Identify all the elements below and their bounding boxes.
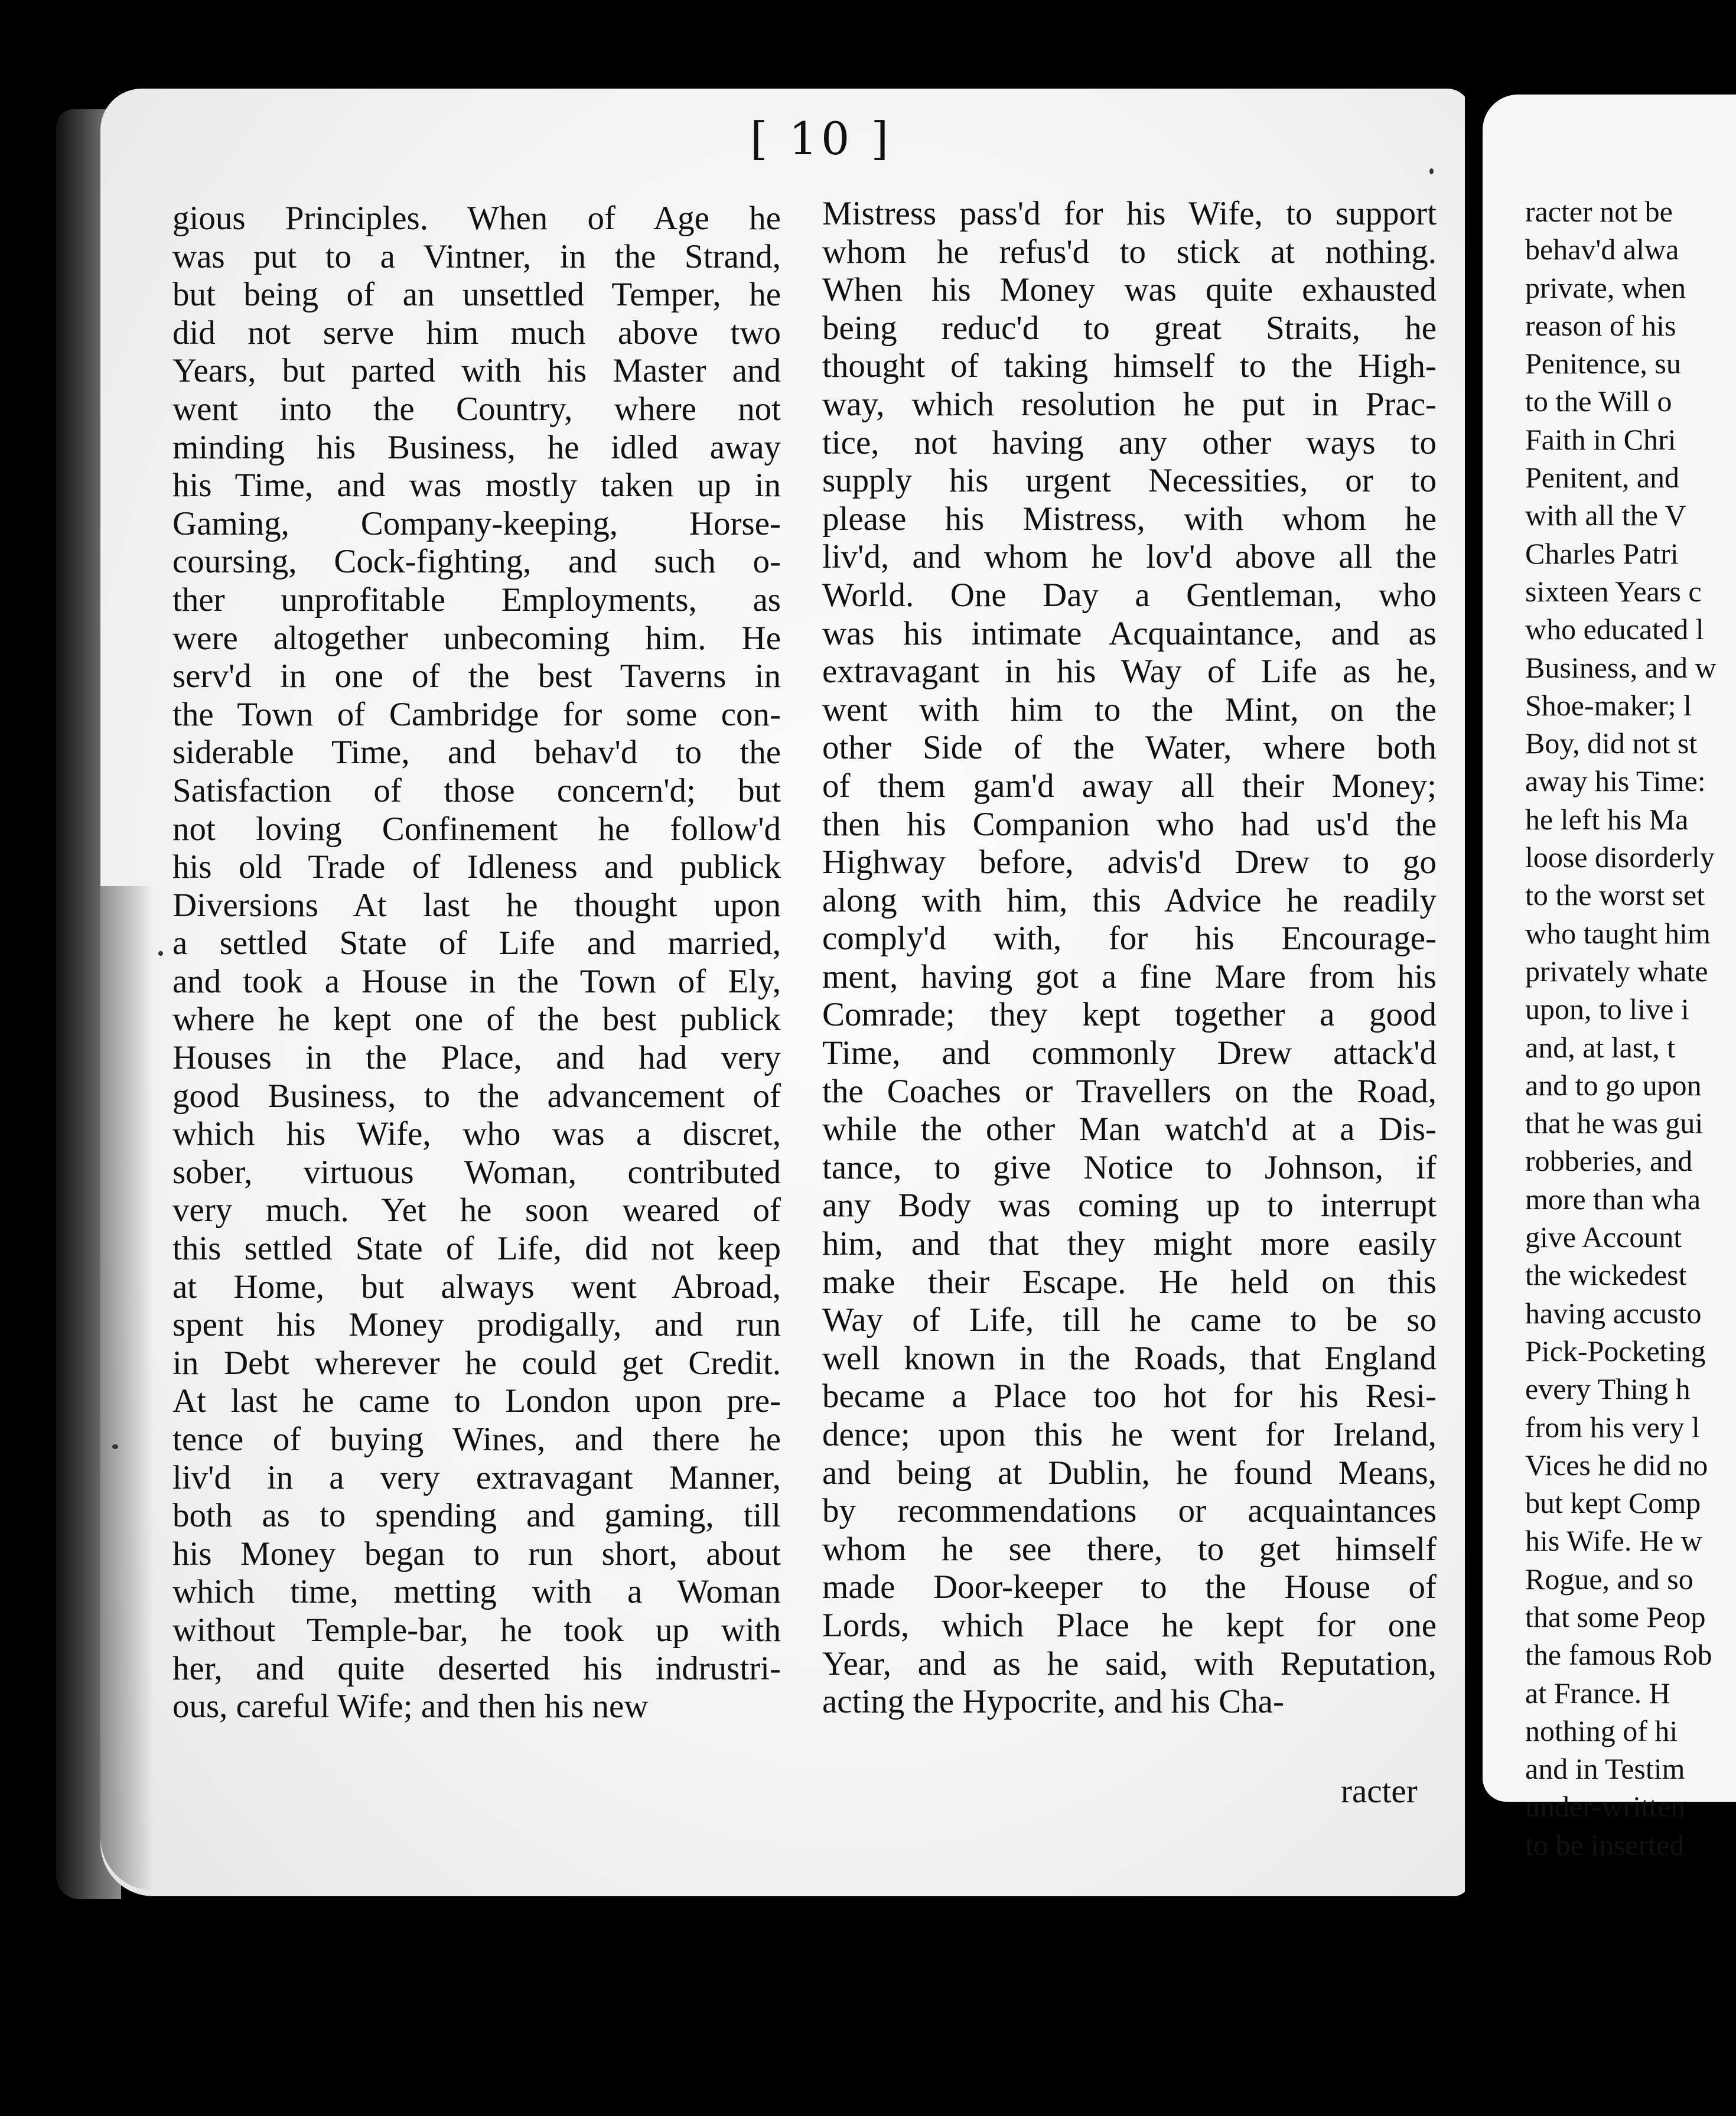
text-line: by recommendations or acquaintances	[822, 1492, 1437, 1530]
text-line: and to go upon	[1525, 1068, 1702, 1102]
text-line: at France. H	[1525, 1676, 1670, 1710]
text-line: to the Will o	[1525, 385, 1672, 418]
text-line: robberies, and	[1525, 1144, 1693, 1178]
text-line: more than wha	[1525, 1182, 1701, 1216]
text-line: Business, and w	[1525, 650, 1717, 684]
text-line: at Home, but always went Abroad,	[172, 1268, 781, 1306]
text-line: his old Trade of Idleness and publick	[172, 848, 781, 886]
text-line: Pick-Pocketing	[1525, 1334, 1706, 1368]
text-line: the famous Rob	[1525, 1638, 1712, 1672]
text-line: acting the Hypocrite, and his Cha-	[822, 1683, 1284, 1721]
text-line: in Debt wherever he could get Credit.	[172, 1344, 781, 1382]
text-line: way, which resolution he put in Prac-	[822, 385, 1437, 423]
text-line: both as to spending and gaming, till	[172, 1497, 781, 1535]
ink-speck	[112, 1444, 118, 1449]
text-line: reason of his	[1525, 308, 1676, 342]
text-line: At last he came to London upon pre-	[172, 1382, 781, 1420]
text-line: extravagant in his Way of Life as he,	[822, 653, 1437, 691]
text-line: Rogue, and so	[1525, 1562, 1693, 1596]
text-line: that he was gui	[1525, 1106, 1704, 1140]
text-line: being reduc'd to great Straits, he	[822, 309, 1437, 347]
text-line: his Money began to run short, about	[172, 1535, 781, 1573]
text-line: her, and quite deserted his indrustri-	[172, 1649, 781, 1687]
text-line: When his Money was quite exhausted	[822, 271, 1437, 309]
text-line: ous, careful Wife; and then his new	[172, 1688, 649, 1726]
text-line: while the other Man watch'd at a Dis-	[822, 1111, 1437, 1148]
text-line: went with him to the Mint, on the	[822, 691, 1437, 728]
text-line: were altogether unbecoming him. He	[172, 619, 781, 657]
text-line: Boy, did not st	[1525, 727, 1698, 760]
text-line: made Door-keeper to the House of	[822, 1568, 1437, 1606]
text-line: Gaming, Company-keeping, Horse-	[172, 504, 781, 542]
text-line: ment, having got a fine Mare from his	[822, 958, 1437, 995]
text-line: siderable Time, and behav'd to the	[172, 734, 781, 771]
text-line: please his Mistress, with whom he	[822, 500, 1437, 538]
ink-speck	[158, 951, 163, 956]
text-line: and, at last, t	[1525, 1030, 1676, 1064]
text-line: and in Testim	[1525, 1752, 1685, 1786]
text-line: World. One Day a Gentleman, who	[822, 576, 1437, 614]
page-curl-shadow	[100, 886, 154, 1890]
text-line: and took a House in the Town of Ely,	[172, 962, 781, 1000]
text-line: ther unprofitable Employments, as	[172, 581, 781, 618]
text-line: tice, not having any other ways to	[822, 424, 1437, 461]
text-line: Lords, which Place he kept for one	[822, 1606, 1437, 1644]
text-line: having accusto	[1525, 1296, 1702, 1330]
text-line: minding his Business, he idled away	[172, 428, 781, 466]
text-line: nothing of hi	[1525, 1714, 1678, 1747]
text-line: other Side of the Water, where both	[822, 729, 1437, 767]
text-line: was his intimate Acquaintance, and as	[822, 614, 1437, 652]
text-line: Way of Life, till he came to be so	[822, 1301, 1437, 1339]
text-line: very much. Yet he soon weared of	[172, 1192, 781, 1229]
text-line: coursing, Cock-fighting, and such o-	[172, 543, 781, 581]
text-line: his Time, and was mostly taken up in	[172, 467, 781, 504]
text-line: liv'd, and whom he lov'd above all the	[822, 538, 1437, 576]
text-line: supply his urgent Necessities, or to	[822, 462, 1437, 500]
text-line: a settled State of Life and married,	[172, 924, 781, 962]
text-line: which his Wife, who was a discret,	[172, 1115, 781, 1153]
text-line: Highway before, advis'd Drew to go	[822, 844, 1437, 881]
text-line: away his Time:	[1525, 764, 1706, 798]
text-line: Charles Patri	[1525, 536, 1679, 570]
text-line: gious Principles. When of Age he	[172, 200, 781, 237]
text-line: but being of an unsettled Temper, he	[172, 276, 781, 314]
text-line: where he kept one of the best publick	[172, 1001, 781, 1039]
text-line: Year, and as he said, with Reputation,	[822, 1645, 1437, 1682]
text-line: loose disorderly	[1525, 841, 1715, 874]
text-line: Diversions At last he thought upon	[172, 886, 781, 924]
text-line: comply'd with, for his Encourage-	[822, 920, 1437, 958]
text-line: of them gam'd away all their Money;	[822, 767, 1437, 805]
ink-speck	[1429, 168, 1434, 174]
text-line: tence of buying Wines, and there he	[172, 1421, 781, 1458]
text-line: spent his Money prodigally, and run	[172, 1306, 781, 1344]
text-line: that some Peop	[1525, 1600, 1706, 1633]
text-line: upon, to live i	[1525, 992, 1689, 1026]
text-line: privately whate	[1525, 954, 1708, 988]
text-line: but kept Comp	[1525, 1486, 1701, 1520]
text-line: became a Place too hot for his Resi-	[822, 1378, 1437, 1415]
text-line: did not serve him much above two	[172, 314, 781, 351]
text-line: who taught him	[1525, 916, 1711, 950]
text-line: under-written	[1525, 1790, 1686, 1824]
text-line: private, when	[1525, 271, 1686, 304]
text-line: the Town of Cambridge for some con-	[172, 695, 781, 733]
text-line: the wickedest	[1525, 1258, 1687, 1292]
page-number: [ 10 ]	[750, 112, 893, 165]
text-line: who educated l	[1525, 613, 1704, 646]
text-line: tance, to give Notice to Johnson, if	[822, 1148, 1437, 1186]
text-line: Faith in Chri	[1525, 422, 1676, 456]
text-line: him, and that they might more easily	[822, 1225, 1437, 1263]
text-line: give Account	[1525, 1220, 1682, 1254]
text-line: behav'd alwa	[1525, 233, 1679, 266]
text-line: any Body was coming up to interrupt	[822, 1187, 1437, 1225]
text-line: Houses in the Place, and had very	[172, 1039, 781, 1077]
text-line: Penitence, su	[1525, 347, 1681, 380]
text-line: his Wife. He w	[1525, 1524, 1702, 1558]
text-line: and being at Dublin, he found Means,	[822, 1454, 1437, 1492]
text-line: to be inserted	[1525, 1828, 1685, 1861]
text-line: thought of taking himself to the High-	[822, 347, 1437, 385]
text-line: Comrade; they kept together a good	[822, 996, 1437, 1034]
text-line: whom he refus'd to stick at nothing.	[822, 233, 1437, 271]
text-line: from his very l	[1525, 1410, 1700, 1444]
text-line: make their Escape. He held on this	[822, 1263, 1437, 1301]
text-line: this settled State of Life, did not keep	[172, 1230, 781, 1268]
text-line: then his Companion who had us'd the	[822, 805, 1437, 843]
text-line: Penitent, and	[1525, 461, 1680, 494]
text-line: every Thing h	[1525, 1372, 1691, 1406]
text-line: Years, but parted with his Master and	[172, 352, 781, 390]
text-line: well known in the Roads, that England	[822, 1339, 1437, 1377]
text-column-right	[822, 195, 1437, 1721]
text-line: went into the Country, where not	[172, 390, 781, 428]
text-line: Time, and commonly Drew attack'd	[822, 1034, 1437, 1072]
text-line: Mistress pass'd for his Wife, to support	[822, 195, 1437, 232]
text-column-facing-page	[1525, 193, 1736, 1864]
text-line: serv'd in one of the best Taverns in	[172, 657, 781, 695]
text-line: was put to a Vintner, in the Strand,	[172, 237, 781, 275]
text-line: to the worst set	[1525, 878, 1705, 912]
text-line: with all the V	[1525, 499, 1686, 532]
text-line: sober, virtuous Woman, contributed	[172, 1153, 781, 1191]
text-line: he left his Ma	[1525, 802, 1689, 836]
text-line: liv'd in a very extravagant Manner,	[172, 1459, 781, 1496]
text-line: Shoe-maker; l	[1525, 688, 1692, 722]
text-line: the Coaches or Travellers on the Road,	[822, 1072, 1437, 1110]
text-line: along with him, this Advice he readily	[822, 881, 1437, 919]
text-line: not loving Confinement he follow'd	[172, 810, 781, 848]
text-line: Vices he did no	[1525, 1448, 1708, 1482]
catchword: racter	[1341, 1773, 1418, 1810]
text-line: which time, metting with a Woman	[172, 1573, 781, 1611]
text-line: Satisfaction of those concern'd; but	[172, 771, 781, 809]
text-line: good Business, to the advancement of	[172, 1077, 781, 1115]
text-column-left	[172, 200, 781, 1726]
text-line: without Temple-bar, he took up with	[172, 1611, 781, 1649]
text-line: racter not be	[1525, 195, 1673, 228]
text-line: dence; upon this he went for Ireland,	[822, 1416, 1437, 1453]
text-line: whom he see there, to get himself	[822, 1530, 1437, 1568]
text-line: sixteen Years c	[1525, 574, 1702, 608]
